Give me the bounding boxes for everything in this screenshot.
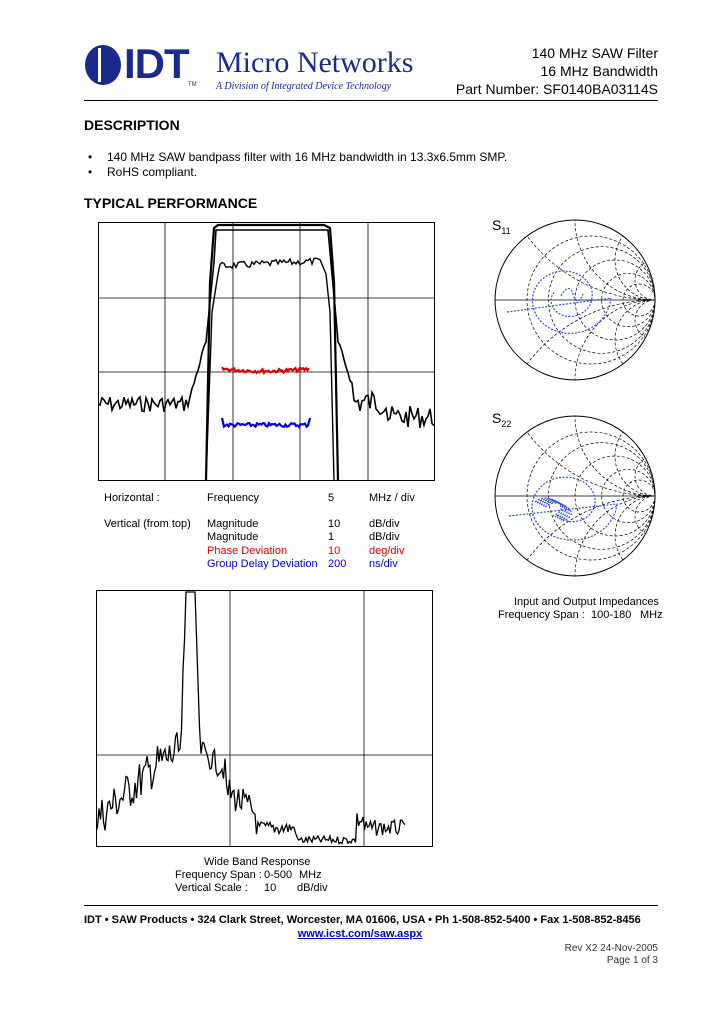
passband-plot bbox=[98, 222, 436, 482]
trademark: TM bbox=[188, 82, 197, 88]
performance-heading: TYPICAL PERFORMANCE bbox=[84, 195, 258, 211]
smith-span-unit: MHz bbox=[640, 609, 663, 621]
product-line1: 140 MHz SAW Filter bbox=[531, 45, 658, 61]
row-value: 1 bbox=[328, 531, 335, 543]
row-name: Magnitude bbox=[207, 531, 259, 543]
row-name: Magnitude bbox=[207, 518, 259, 530]
row-unit: dB/div bbox=[369, 531, 400, 543]
header-divider bbox=[84, 100, 658, 101]
row-unit: dB/div bbox=[369, 518, 400, 530]
wideband-scale-unit: dB/div bbox=[297, 882, 328, 894]
horizontal-label: Horizontal : bbox=[104, 492, 160, 504]
wideband-plot bbox=[96, 590, 434, 850]
wideband-scale-value: 10 bbox=[264, 882, 277, 894]
smith-caption: Input and Output Impedances bbox=[514, 596, 659, 608]
row-name: Group Delay Deviation bbox=[207, 558, 318, 570]
product-line2: 16 MHz Bandwidth bbox=[540, 63, 658, 79]
s11-label: $S_{11}$ bbox=[492, 217, 511, 236]
page-number: Page 1 of 3 bbox=[606, 955, 658, 966]
row-unit: deg/div bbox=[369, 545, 405, 557]
division-tagline: A Division of Integrated Device Technology bbox=[216, 81, 392, 92]
footer-contact: IDT • SAW Products • 324 Clark Street, Worcester, MA 01606, USA • Ph 1-508-852-5400 • Fax 1-508-852-8456 bbox=[84, 914, 641, 926]
description-heading: DESCRIPTION bbox=[84, 117, 180, 133]
row-value: 10 bbox=[328, 545, 341, 557]
brand-name: Micro Networks bbox=[216, 46, 414, 79]
horizontal-unit: MHz / div bbox=[369, 492, 415, 504]
bullet-dot: • bbox=[88, 150, 93, 164]
wideband-span-label: Frequency Span : bbox=[175, 869, 262, 881]
smith-span-value: 100-180 bbox=[591, 609, 632, 621]
row-value: 10 bbox=[328, 518, 341, 530]
wideband-span-value: 0-500 bbox=[264, 869, 293, 881]
horizontal-item: Frequency bbox=[207, 492, 259, 504]
logo-text: IDT bbox=[124, 40, 189, 87]
bullet-text: RoHS compliant. bbox=[107, 165, 198, 179]
horizontal-value: 5 bbox=[328, 492, 335, 504]
s11-smith-chart bbox=[489, 214, 659, 384]
wideband-scale-label: Vertical Scale : bbox=[175, 882, 248, 894]
bullet-text: 140 MHz SAW bandpass filter with 16 MHz bandwidth in 13.3x6.5mm SMP. bbox=[107, 150, 508, 164]
revision: Rev X2 24-Nov-2005 bbox=[564, 943, 658, 954]
wideband-span-unit: MHz bbox=[299, 869, 322, 881]
footer-url-link[interactable]: www.icst.com/saw.aspx bbox=[297, 928, 423, 940]
idt-logo-icon bbox=[84, 44, 122, 86]
footer-divider bbox=[84, 905, 658, 906]
bullet-dot: • bbox=[88, 165, 93, 179]
smith-span-label: Frequency Span : bbox=[498, 609, 585, 621]
row-value: 200 bbox=[328, 558, 347, 570]
s22-smith-chart bbox=[489, 410, 659, 584]
row-unit: ns/div bbox=[369, 558, 398, 570]
wideband-caption: Wide Band Response bbox=[204, 856, 311, 868]
vertical-label: Vertical (from top) bbox=[104, 518, 191, 530]
row-name: Phase Deviation bbox=[207, 545, 288, 557]
part-number: Part Number: SF0140BA03114S bbox=[455, 81, 658, 97]
s22-label: $S_{22}$ bbox=[492, 410, 512, 429]
